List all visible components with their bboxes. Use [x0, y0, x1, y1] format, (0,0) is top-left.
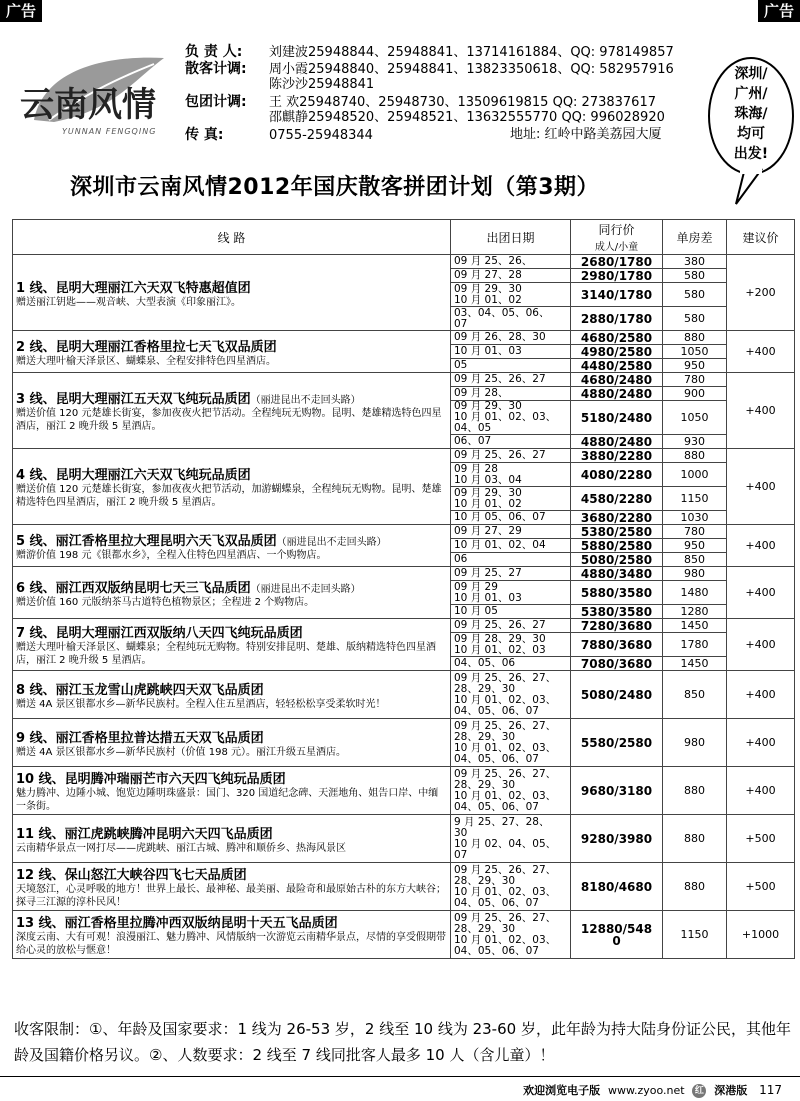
- single-room-supplement: 930: [663, 435, 727, 449]
- peer-price: 3140/1780: [571, 283, 663, 307]
- route-desc: 天境怒江，心灵呼吸的地方！世界上最长、最神秘、最美丽、最险奇和最原始古朴的东方大峡谷；探寻三江源的淳朴民风！: [16, 884, 446, 908]
- table-row: [13, 863, 795, 911]
- retail-value: 周小霞25948840、25948841、13823350618、QQ: 582957916: [269, 61, 674, 77]
- route-title: 1 线、昆明大理丽江六天双飞特惠超值团: [16, 280, 251, 296]
- single-room-supplement: 900: [663, 387, 727, 401]
- peer-price: 5880/2580: [571, 539, 663, 553]
- route-desc: 云南精华景点一网打尽——虎跳峡、丽江古城、腾冲和顺侨乡、热海风景区: [16, 842, 346, 854]
- single-room-supplement: 880: [663, 767, 727, 815]
- page-number: 117: [759, 1083, 782, 1097]
- page-title: 深圳市云南风情2012年国庆散客拼团计划（第3期）: [70, 175, 600, 200]
- route-cell: [13, 767, 451, 815]
- col-room: 单房差: [663, 220, 727, 255]
- route-desc: 赠送 4A 景区银都水乡—新华民族村。全程入住五星酒店，轻轻松松享受柔软时光！: [16, 698, 386, 710]
- single-room-supplement: 850: [663, 671, 727, 719]
- route-title: 7 线、昆明大理丽江西双版纳八天四飞纯玩品质团: [16, 626, 303, 641]
- peer-price: 2680/1780: [571, 255, 663, 269]
- suggested-markup: +400: [727, 767, 795, 815]
- route-cell: [13, 373, 451, 449]
- single-room-supplement: 1150: [663, 911, 727, 959]
- departure-date: 05: [451, 359, 571, 373]
- table-row: [13, 255, 795, 269]
- route-desc: 赠送 4A 景区银都水乡—新华民族村（价值 198 元）。丽江升级五星酒店。: [16, 746, 347, 758]
- peer-price: 5180/2480: [571, 401, 663, 435]
- peer-price: 7880/3680: [571, 633, 663, 657]
- single-room-supplement: 1150: [663, 487, 727, 511]
- single-room-supplement: 1050: [663, 345, 727, 359]
- manager-label: 负 责 人:: [185, 44, 243, 60]
- peer-price: 7080/3680: [571, 657, 663, 671]
- single-room-supplement: 1780: [663, 633, 727, 657]
- table-row: [13, 671, 795, 719]
- footer-edition: 深港版: [714, 1084, 748, 1097]
- departure-date: 10 月 05、06、07: [451, 511, 571, 525]
- table-row: [13, 911, 795, 959]
- brand-pinyin: YUNNAN FENGQING: [62, 127, 157, 136]
- single-room-supplement: 880: [663, 815, 727, 863]
- table-row: [13, 719, 795, 767]
- single-room-supplement: 580: [663, 269, 727, 283]
- suggested-markup: +400: [727, 671, 795, 719]
- departure-date: 09 月 25、26、27、 28、29、30 10 月 01、02、03、 04、05、06、07: [451, 863, 571, 911]
- single-room-supplement: 850: [663, 553, 727, 567]
- single-room-supplement: 580: [663, 307, 727, 331]
- single-room-supplement: 1280: [663, 605, 727, 619]
- single-room-supplement: 1050: [663, 401, 727, 435]
- group-label: 包团计调:: [185, 93, 247, 110]
- departure-date: 09 月 29、30 10 月 01、02: [451, 283, 571, 307]
- route-desc: 深度云南、大有可观！浪漫丽江、魅力腾冲、风情版纳一次游览云南精华景点，尽情的享受假期带给心灵的放松与惬意！: [16, 932, 446, 956]
- route-cell: [13, 815, 451, 863]
- table-row: [13, 767, 795, 815]
- route-cell: [13, 525, 451, 567]
- departure-date: 03、04、05、06、 07: [451, 307, 571, 331]
- peer-price: 9680/3180: [571, 767, 663, 815]
- peer-price: 4580/2280: [571, 487, 663, 511]
- table-row: [13, 815, 795, 863]
- route-cell: [13, 449, 451, 525]
- departure-date: 06、07: [451, 435, 571, 449]
- suggested-markup: +400: [727, 373, 795, 449]
- departure-date: 09 月 28 10 月 03、04: [451, 463, 571, 487]
- peer-price: 9280/3980: [571, 815, 663, 863]
- table-row: [13, 567, 795, 581]
- booking-restrictions: 收客限制：①、年龄及国家要求：1 线为 26-53 岁，2 线至 10 线为 23-60 岁，此年龄为持大陆身份证公民，其他年龄及国籍价格另议。②、人数要求：2 线至 7 线同批客人最多 10 人（含儿童）！: [14, 1020, 791, 1064]
- peer-price: 5880/3580: [571, 581, 663, 605]
- peer-price: 4880/3480: [571, 567, 663, 581]
- suggested-markup: +500: [727, 863, 795, 911]
- departure-date: 10 月 01、03: [451, 345, 571, 359]
- route-title: 4 线、昆明大理丽江六天双飞纯玩品质团: [16, 468, 251, 483]
- departure-date: 09 月 27、29: [451, 525, 571, 539]
- departure-date: 09 月 25、26、27、 28、29、30 10 月 01、02、03、 04、05、06、07: [451, 767, 571, 815]
- route-desc: 赠送价值 160 元版纳茶马古道特色植物景区；全程进 2 个购物店。: [16, 596, 315, 608]
- route-title: 5 线、丽江香格里拉大理昆明六天飞双品质团（丽进昆出不走回头路）: [16, 533, 387, 549]
- single-room-supplement: 1480: [663, 581, 727, 605]
- route-title: 10 线、昆明腾冲瑞丽芒市六天四飞纯玩品质团: [16, 772, 286, 787]
- departure-date: 09 月 29、30 10 月 01、02: [451, 487, 571, 511]
- peer-price: 8180/4680: [571, 863, 663, 911]
- route-cell: [13, 719, 451, 767]
- route-desc: 赠送价值 120 元楚雄长街宴，参加夜夜火把节活动。全程纯玩无购物。昆明、楚雄精选特色四星酒店，丽江 2 晚升级 5 星酒店。: [16, 408, 442, 432]
- suggested-markup: +400: [727, 331, 795, 373]
- departure-date: 09 月 29 10 月 01、03: [451, 581, 571, 605]
- single-room-supplement: 780: [663, 373, 727, 387]
- departure-date: 09 月 27、28: [451, 269, 571, 283]
- route-title: 12 线、保山怒江大峡谷四飞七天品质团: [16, 868, 247, 883]
- peer-price: 4980/2580: [571, 345, 663, 359]
- suggested-markup: +500: [727, 815, 795, 863]
- departure-date: 09 月 25、26、: [451, 255, 571, 269]
- route-cell: [13, 911, 451, 959]
- peer-price: 2980/1780: [571, 269, 663, 283]
- departure-date: 09 月 25、26、27、 28、29、30 10 月 01、02、03、 04、05、06、07: [451, 671, 571, 719]
- suggested-markup: +200: [727, 255, 795, 331]
- route-cell: [13, 255, 451, 331]
- departure-date: 06: [451, 553, 571, 567]
- route-title: 8 线、丽江玉龙雪山虎跳峡四天双飞品质团: [16, 682, 264, 698]
- peer-price: 3680/2280: [571, 511, 663, 525]
- route-desc: 赠送丽江钥匙——观音峡、大型表演《印象丽江》。: [16, 296, 241, 308]
- departure-date: 09 月 25、26、27、 28、29、30 10 月 01、02、03、 04、05、06、07: [451, 911, 571, 959]
- peer-price: 5080/2480: [571, 671, 663, 719]
- peer-price: 4880/2480: [571, 435, 663, 449]
- single-room-supplement: 950: [663, 359, 727, 373]
- manager-value: 刘建波25948844、25948841、13714161884、QQ: 978149857: [269, 45, 674, 60]
- single-room-supplement: 880: [663, 863, 727, 911]
- route-title: 2 线、昆明大理丽江香格里拉七天飞双品质团: [16, 339, 277, 355]
- route-desc: 赠游价值 198 元《银都水乡》，全程入住特色四星酒店、一个购物店。: [16, 549, 327, 561]
- peer-price: 4680/2580: [571, 331, 663, 345]
- departure-date: 10 月 01、02、04: [451, 539, 571, 553]
- departure-date: 09 月 26、28、30: [451, 331, 571, 345]
- table-row: [13, 525, 795, 539]
- table-row: [13, 373, 795, 387]
- departure-date: 09 月 29、30 10 月 01、02、03、 04、05: [451, 401, 571, 435]
- single-room-supplement: 950: [663, 539, 727, 553]
- footer-site[interactable]: www.zyoo.net: [607, 1084, 685, 1097]
- single-room-supplement: 980: [663, 719, 727, 767]
- table-row: [13, 619, 795, 633]
- departure-date: 9 月 25、27、28、 30 10 月 02、04、05、 07: [451, 815, 571, 863]
- contact-block: [185, 44, 674, 143]
- ad-tag-left: 广告: [0, 0, 42, 22]
- brand-logo: [14, 50, 174, 140]
- single-room-supplement: 1000: [663, 463, 727, 487]
- route-title: 13 线、丽江香格里拉腾冲西双版纳昆明十天五飞品质团: [16, 916, 338, 931]
- route-note: （丽进昆出不走回头路）: [250, 583, 361, 595]
- route-note: （丽进昆出不走回头路）: [276, 536, 387, 548]
- brand-name: 云南风情: [20, 85, 156, 125]
- suggested-markup: +400: [727, 449, 795, 525]
- fax-value: 0755-25948344: [269, 127, 373, 143]
- route-cell: [13, 567, 451, 619]
- departure-date: 04、05、06: [451, 657, 571, 671]
- single-room-supplement: 380: [663, 255, 727, 269]
- route-desc: 魅力腾冲、边陲小城、饱览边陲明珠盛景：国门、320 国道纪念碑、天涯地角、姐告口岸、中缅一条街。: [16, 788, 439, 812]
- col-suggest: 建议价: [727, 220, 795, 255]
- tour-plan-table: [12, 219, 795, 959]
- col-price: 同行价 成人/小童: [571, 220, 663, 255]
- single-room-supplement: 1450: [663, 657, 727, 671]
- peer-price: 5380/2580: [571, 525, 663, 539]
- single-room-supplement: 980: [663, 567, 727, 581]
- peer-price: 4680/2480: [571, 373, 663, 387]
- single-room-supplement: 880: [663, 331, 727, 345]
- departure-cities: 深圳/ 广州/ 珠海/ 均可 出发!: [733, 66, 769, 162]
- peer-price: 3880/2280: [571, 449, 663, 463]
- table-row: [13, 449, 795, 463]
- group-value-2: 邵麒静25948520、25948521、13632555770 QQ: 996028920: [269, 110, 665, 125]
- route-desc: 赠送大理叶榆天泽景区、蝴蝶泉；全程纯玩无购物。特别安排昆明、楚雄、版纳精选特色四星酒店，丽江 2 晚升级 5 星酒店。: [16, 642, 436, 666]
- suggested-markup: +1000: [727, 911, 795, 959]
- col-date: 出团日期: [451, 220, 571, 255]
- suggested-markup: +400: [727, 567, 795, 619]
- peer-price: 5080/2580: [571, 553, 663, 567]
- route-title: 11 线、丽江虎跳峡腾冲昆明六天四飞品质团: [16, 826, 273, 842]
- peer-price: 2880/1780: [571, 307, 663, 331]
- route-cell: [13, 671, 451, 719]
- departure-date: 09 月 25、26、27、 28、29、30 10 月 01、02、03、 04、05、06、07: [451, 719, 571, 767]
- peer-price: 12880/548 0: [571, 911, 663, 959]
- suggested-markup: +400: [727, 719, 795, 767]
- route-desc: 赠送价值 120 元楚雄长街宴，参加夜夜火把节活动，加游蝴蝶泉，全程纯玩无购物。昆明、楚雄精选特色四星酒店，丽江 2 晚升级 5 星酒店。: [16, 484, 442, 508]
- table-row: [13, 331, 795, 345]
- route-cell: [13, 331, 451, 373]
- peer-price: 7280/3680: [571, 619, 663, 633]
- fax-label: 传 真:: [185, 126, 224, 143]
- departure-date: 09 月 28、29、30 10 月 01、02、03: [451, 633, 571, 657]
- peer-price: 4480/2580: [571, 359, 663, 373]
- route-desc: 赠送大理叶榆天泽景区、蝴蝶泉、全程安排特色四星酒店。: [16, 355, 276, 367]
- departure-date: 09 月 25、27: [451, 567, 571, 581]
- route-title: 3 线、昆明大理丽江五天双飞纯玩品质团（丽进昆出不走回头路）: [16, 392, 361, 407]
- retail-value-2: 陈沙沙25948841: [269, 77, 375, 92]
- departure-date: 09 月 25、26、27: [451, 619, 571, 633]
- col-route: 线 路: [13, 220, 451, 255]
- peer-price: 4880/2480: [571, 387, 663, 401]
- route-note: （丽进昆出不走回头路）: [250, 395, 361, 406]
- peer-price: 5380/3580: [571, 605, 663, 619]
- departure-date: 09 月 25、26、27: [451, 449, 571, 463]
- peer-price: 4080/2280: [571, 463, 663, 487]
- page-footer: [0, 1076, 800, 1101]
- suggested-markup: +400: [727, 619, 795, 671]
- group-value: 王 欢25948740、25948730、13509619815 QQ: 273837617: [269, 94, 656, 110]
- suggested-markup: +400: [727, 525, 795, 567]
- departure-date: 10 月 05: [451, 605, 571, 619]
- route-cell: [13, 619, 451, 671]
- ad-tag-right: 广告: [758, 0, 800, 22]
- departure-date: 09 月 28、: [451, 387, 571, 401]
- route-cell: [13, 863, 451, 911]
- address: 地址: 红岭中路美荔园大厦: [510, 126, 662, 142]
- route-title: 9 线、丽江香格里拉普达措五天双飞品质团: [16, 730, 264, 746]
- single-room-supplement: 880: [663, 449, 727, 463]
- departure-date: 09 月 25、26、27: [451, 373, 571, 387]
- single-room-supplement: 580: [663, 283, 727, 307]
- single-room-supplement: 1450: [663, 619, 727, 633]
- single-room-supplement: 780: [663, 525, 727, 539]
- peer-price: 5580/2580: [571, 719, 663, 767]
- edition-badge-icon: 红: [692, 1084, 706, 1098]
- footer-browse: 欢迎浏览电子版: [523, 1084, 601, 1097]
- route-title: 6 线、丽江西双版纳昆明七天三飞品质团（丽进昆出不走回头路）: [16, 580, 361, 596]
- single-room-supplement: 1030: [663, 511, 727, 525]
- retail-label: 散客计调:: [185, 60, 247, 77]
